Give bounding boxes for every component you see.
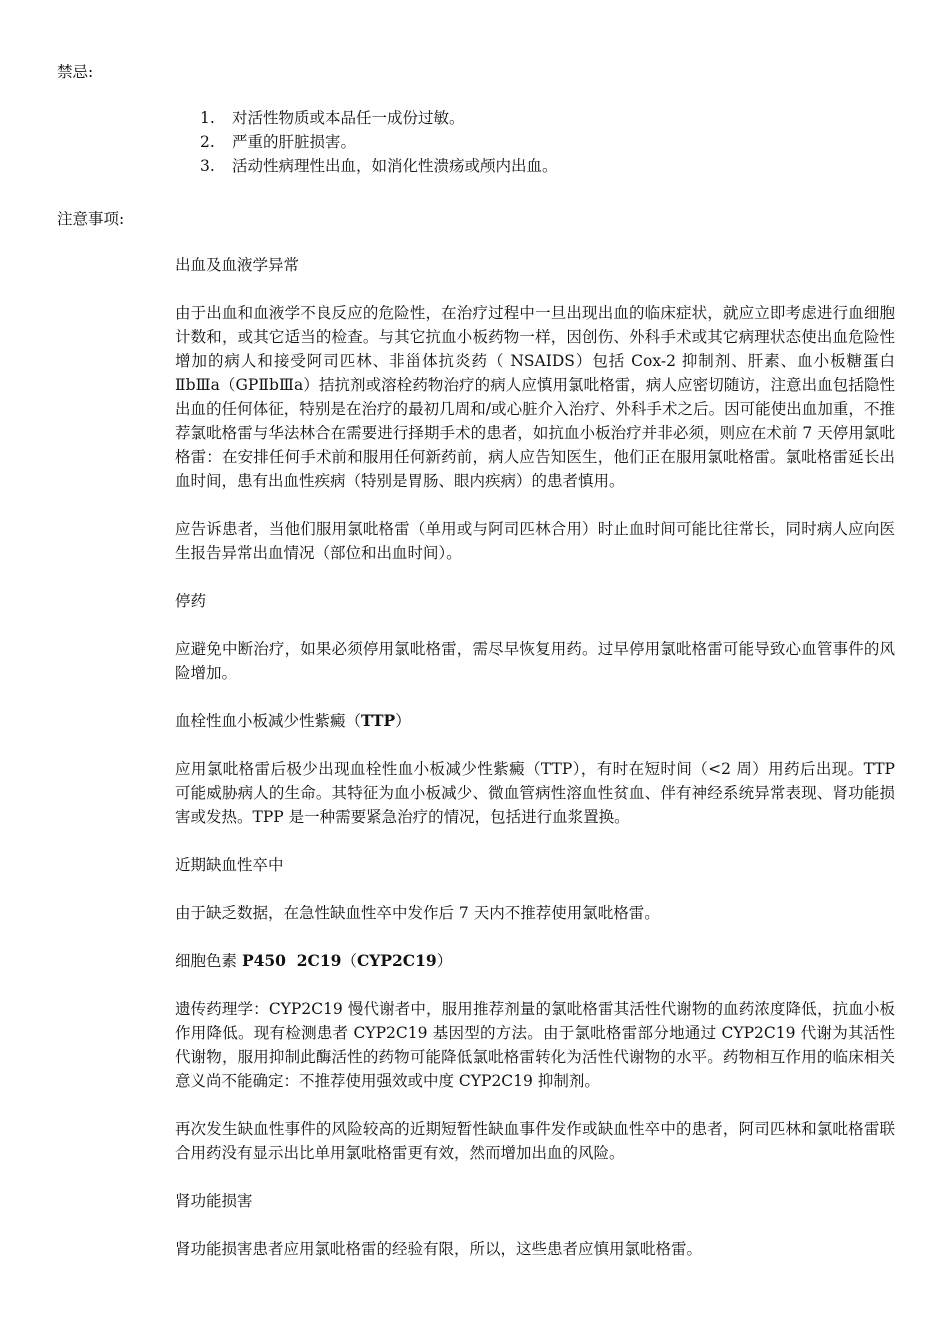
cyp-paragraph-2: 再次发生缺血性事件的风险较高的近期短暂性缺血事件发作或缺血性卒中的患者，阿司匹林和氯吡格雷联合用药没有显示出比单用氯吡格雷更有效，然而增加出血的风险。 — [175, 1120, 895, 1162]
contraindications-label: 禁忌: — [57, 63, 94, 81]
bleeding-heading: 出血及血液学异常 — [175, 256, 300, 274]
list-item — [200, 106, 558, 130]
list-item-number: 3. — [200, 157, 215, 175]
list-item — [200, 154, 558, 178]
list-item-text: 活动性病理性出血，如消化性溃疡或颅内出血。 — [232, 157, 558, 175]
ttp-paragraph: 应用氯吡格雷后极少出现血栓性血小板减少性紫癜（TTP），有时在短时间（<2 周）用药后出现。TTP 可能威胁病人的生命。其特征为血小板减少、微血管病性溶血性贫血、伴有神经系统异常表现、肾功能损害或发热。TPP 是一种需要紧急治疗的情况，包括进行血浆置换。 — [175, 760, 895, 826]
list-item-number: 1. — [200, 109, 215, 127]
cyp-heading-suffix: ） — [436, 952, 453, 970]
precautions-label: 注意事项: — [57, 210, 125, 228]
renal-heading: 肾功能损害 — [175, 1192, 253, 1210]
discontinuation-paragraph: 应避免中断治疗，如果必须停用氯吡格雷，需尽早恢复用药。过早停用氯吡格雷可能导致心血管事件的风险增加。 — [175, 640, 895, 682]
list-item-text: 严重的肝脏损害。 — [232, 133, 357, 151]
cyp-paragraph-1: 遗传药理学：CYP2C19 慢代谢者中，服用推荐剂量的氯吡格雷其活性代谢物的血药浓度降低，抗血小板作用降低。现有检测患者 CYP2C19 基因型的方法。由于氯吡格雷部分地通过 CYP2C19 代谢为其活性代谢物，服用抑制此酶活性的药物可能降低氯吡格雷转化为活性代谢物的水平。药物相互作用的临床相关意义尚不能确定：不推荐使用强效或中度 CYP2C19 抑制剂。 — [175, 1000, 895, 1090]
ttp-heading — [175, 709, 895, 733]
list-item-text: 对活性物质或本品任一成份过敏。 — [232, 109, 465, 127]
cyp-heading-mid: （ — [341, 952, 357, 970]
stroke-heading: 近期缺血性卒中 — [175, 856, 284, 874]
ttp-heading-suffix: ） — [395, 712, 411, 730]
discontinuation-heading: 停药 — [175, 592, 207, 610]
cyp-heading-prefix: 细胞色素 — [175, 952, 242, 970]
ttp-heading-abbr: TTP — [361, 711, 396, 730]
bleeding-paragraph-2: 应告诉患者，当他们服用氯吡格雷（单用或与阿司匹林合用）时止血时间可能比往常长，同时病人应向医生报告异常出血情况（部位和出血时间）。 — [175, 520, 895, 562]
cyp-heading — [175, 949, 895, 973]
list-item — [200, 130, 558, 154]
contraindications-list — [200, 106, 558, 178]
ttp-heading-prefix: 血栓性血小板减少性紫癜（ — [175, 712, 362, 730]
bleeding-paragraph-1: 由于出血和血液学不良反应的危险性，在治疗过程中一旦出现出血的临床症状，就应立即考虑进行血细胞计数和，或其它适当的检查。与其它抗血小板药物一样，因创伤、外科手术或其它病理状态使出血危险性增加的病人和接受阿司匹林、非甾体抗炎药（ NSAIDS）包括 Cox-2 抑制剂、肝素、血小板糖蛋白ⅡbⅢa（GPⅡbⅢa）拮抗剂或溶栓药物治疗的病人应慎用氯吡格雷，病人应密切随访，注意出血包括隐性出血的任何体征，特别是在治疗的最初几周和/或心脏介入治疗、外科手术之后。因可能使出血加重，不推荐氯吡格雷与华法林合在需要进行择期手术的患者，如抗血小板治疗并非必须，则应在术前 7 天停用氯吡格雷：在安排任何手术前和服用任何新药前，病人应告知医生，他们正在服用氯吡格雷。氯吡格雷延长出血时间，患有出血性疾病（特别是胃肠、眼内疾病）的患者慎用。 — [175, 304, 895, 490]
precautions-body — [175, 253, 895, 1285]
cyp-heading-enzyme: P450 2C19 — [241, 951, 342, 970]
stroke-paragraph: 由于缺乏数据，在急性缺血性卒中发作后 7 天内不推荐使用氯吡格雷。 — [175, 904, 660, 922]
cyp-heading-abbr: CYP2C19 — [356, 951, 437, 970]
list-item-number: 2. — [200, 133, 215, 151]
renal-paragraph: 肾功能损害患者应用氯吡格雷的经验有限，所以，这些患者应慎用氯吡格雷。 — [175, 1240, 703, 1258]
